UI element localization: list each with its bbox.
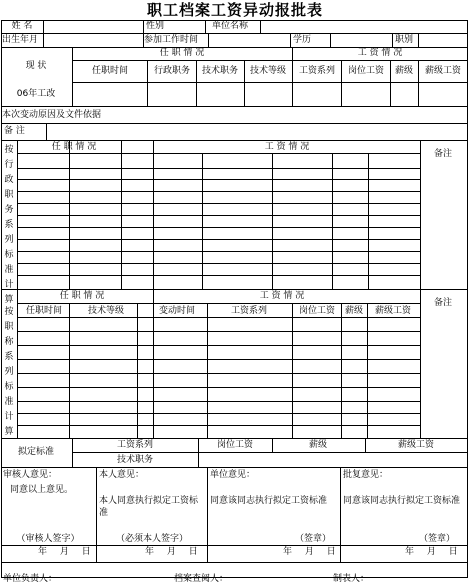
reviewer-opinion-body: 同意以上意见。 [10,485,74,495]
status-post-group: 任 职 情 况 [159,48,205,58]
reviewer-sign-label: （审核人签字） [16,534,80,544]
proposed-col-salary-grade-wage: 薪级工资 [397,440,435,450]
col-salary-grade: 薪级 [394,66,414,76]
title-col-tech-grade: 技术等级 [87,306,125,316]
unit-name-label: 单位名称 [212,21,249,31]
approval-opinion-body: 同意该同志执行拟定工资标准 [343,496,461,506]
position-label: 职别 [395,35,414,45]
col-admin-post: 行政职务 [153,66,191,76]
col-salary-grade-wage: 薪级工资 [424,66,462,76]
title-col-post-wage: 岗位工资 [298,306,336,316]
status-label: 现 状 [25,61,47,71]
admin-post-group: 任 职 情 况 [51,142,97,152]
title-col-appoint-time: 任职时间 [25,306,63,316]
col-wage-series: 工资系列 [298,66,336,76]
proposed-col-salary-grade: 薪级 [308,440,328,450]
unit-date-label: 年 月 日 [283,547,336,557]
title-col-salary-grade: 薪级 [344,306,364,316]
admin-remark: 备注 [433,149,453,159]
birth-label: 出生年月 [2,35,39,45]
title-remark: 备注 [433,298,453,308]
proposed-tech-post: 技术职务 [116,455,154,465]
title-wage-group: 工 资 情 况 [259,291,305,301]
title-col-wage-series: 工资系列 [230,306,268,316]
col-tech-grade: 技术等级 [249,66,287,76]
title-post-group: 任 职 情 况 [59,291,105,301]
unit-head-label: 单位负责人： [3,574,58,584]
col-post-wage: 岗位工资 [347,66,385,76]
gender-label: 性别 [146,21,165,31]
proposed-label: 拟定标准 [17,447,55,457]
title-vertical-label: 按职称系列标准计算 [4,307,14,437]
self-opinion-head: 本人意见： [99,470,145,480]
reform-06-label: 06年工改 [16,89,56,99]
name-label: 姓 名 [11,21,33,31]
admin-vertical-label: 按行政职务系列标准计算 [4,145,14,305]
self-opinion-body: 本人同意执行拟定工资标准 [99,496,199,518]
work-start-label: 参加工作时间 [144,35,199,45]
admin-wage-group: 工 资 情 况 [264,142,310,152]
proposed-col-post-wage: 岗位工资 [216,440,254,450]
approval-opinion-head: 批复意见： [343,470,389,480]
unit-opinion-body: 同意该同志执行拟定工资标准 [210,496,328,506]
title-col-salary-grade-wage: 薪级工资 [374,306,412,316]
unit-sign-label: （签章） [294,534,332,544]
proposed-col-wage-series: 工资系列 [116,440,154,450]
education-label: 学历 [293,35,312,45]
remark-label: 备 注 [4,126,25,136]
archive-reviewer-label: 档案查阅人： [174,574,229,584]
approval-sign-label: （签章） [418,534,456,544]
col-appoint-time: 任职时间 [91,66,129,76]
approval-date-label: 年 月 日 [405,547,458,557]
form-title: 职工档案工资异动报批表 [146,1,323,19]
reviewer-opinion-head: 审核人意见： [3,470,58,480]
reviewer-date-label: 年 月 日 [38,547,91,557]
col-tech-post: 技术职务 [201,66,239,76]
unit-opinion-head: 单位意见： [210,470,256,480]
preparer-label: 制表人： [333,574,370,584]
title-col-change-time: 变动时间 [158,306,196,316]
self-sign-label: （必须本人签字） [115,534,189,544]
reason-label: 本次变动原因及文件依据 [2,110,102,120]
status-wage-group: 工 资 情 况 [357,48,403,58]
self-date-label: 年 月 日 [145,547,198,557]
